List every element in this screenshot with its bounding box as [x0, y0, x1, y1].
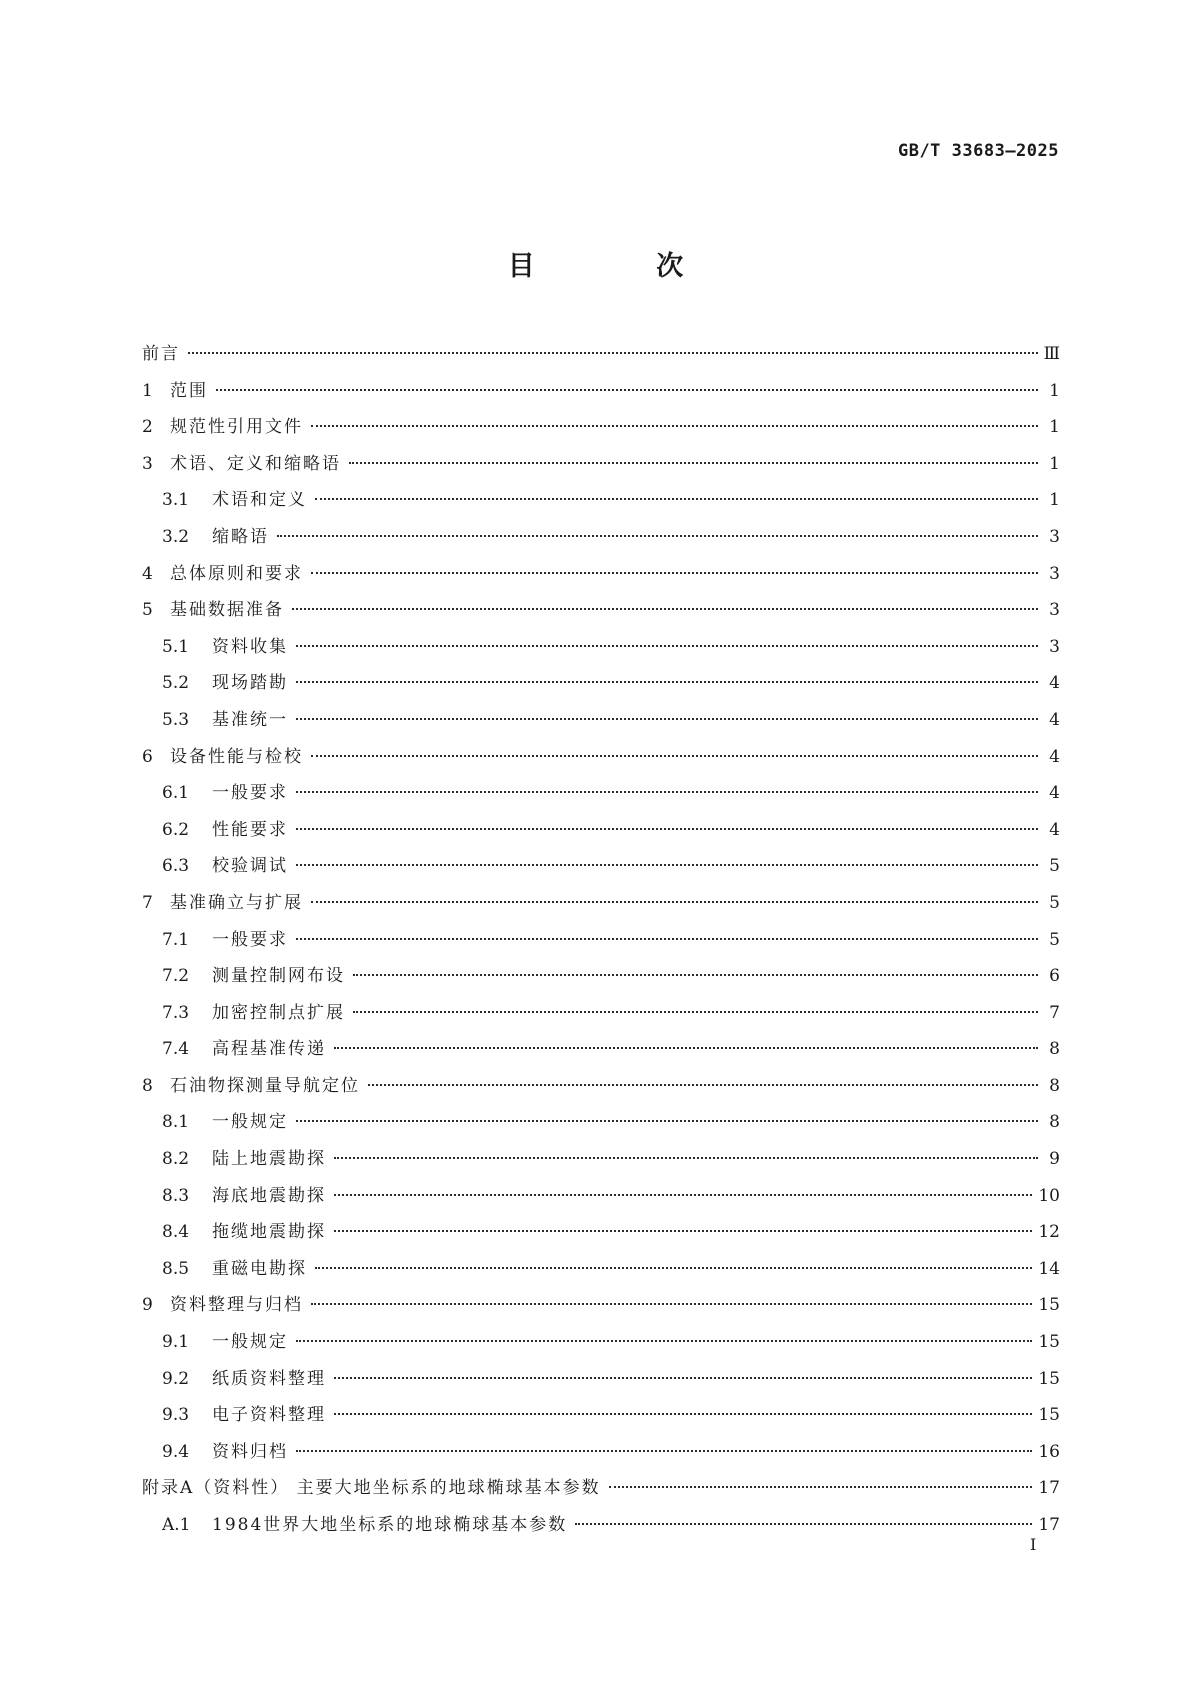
toc-entry-number: 6.2: [162, 819, 190, 840]
toc-entry-number: 1: [142, 380, 153, 401]
toc-entry[interactable]: [142, 778, 1060, 815]
toc-entry-title: 术语和定义: [212, 490, 307, 511]
toc-entry-title: 总体原则和要求: [170, 563, 303, 584]
toc-entry[interactable]: [142, 1144, 1060, 1181]
toc-dot-leader: [353, 1011, 1038, 1013]
toc-entry-number: A.1: [162, 1515, 191, 1535]
toc-entry-title: 基础数据准备: [170, 600, 284, 621]
toc-entry-page: 12: [1038, 1222, 1060, 1243]
toc-entry[interactable]: [142, 925, 1060, 962]
toc-entry-page: 15: [1038, 1405, 1060, 1426]
toc-entry[interactable]: [142, 1364, 1060, 1401]
toc-entry[interactable]: [142, 339, 1060, 376]
toc-entry[interactable]: [142, 888, 1060, 925]
toc-entry-number: 3: [142, 453, 153, 474]
toc-entry[interactable]: [142, 1217, 1060, 1254]
toc-entry-page: 3: [1049, 563, 1060, 584]
toc-dot-leader: [334, 1230, 1032, 1232]
toc-entry-number: 9.2: [162, 1368, 190, 1389]
toc-entry-number: 7.1: [162, 929, 190, 950]
toc-entry-page: 10: [1038, 1185, 1060, 1206]
toc-entry[interactable]: [142, 815, 1060, 852]
toc-dot-leader: [349, 462, 1038, 464]
toc-entry-number: 9.1: [162, 1332, 190, 1353]
toc-entry-title: 测量控制网布设: [212, 966, 345, 987]
page-title: 目 次: [507, 251, 740, 282]
toc-entry-title: 范围: [170, 380, 208, 401]
toc-entry-title: 校验调试: [212, 856, 288, 877]
toc-entry-page: 1: [1049, 453, 1060, 474]
toc-entry-title: 基准确立与扩展: [170, 892, 303, 913]
toc-entry[interactable]: [142, 1254, 1060, 1291]
toc-entry[interactable]: [142, 449, 1060, 486]
toc-entry-page: 15: [1038, 1332, 1060, 1353]
toc-entry[interactable]: [142, 1400, 1060, 1437]
toc-entry-page: 8: [1049, 1039, 1060, 1060]
toc-entry-page: 17: [1038, 1478, 1060, 1499]
toc-entry[interactable]: [142, 1107, 1060, 1144]
toc-entry-page: 4: [1049, 819, 1060, 840]
toc-entry-number: 8: [142, 1075, 153, 1096]
toc-entry-title: 一般要求: [212, 783, 288, 804]
toc-entry-title: 海底地震勘探: [212, 1185, 326, 1206]
toc-entry-number: 3.2: [162, 526, 190, 547]
toc-entry-number: 6.1: [162, 783, 190, 804]
toc-dot-leader: [296, 938, 1038, 940]
toc-dot-leader: [296, 681, 1038, 683]
toc-entry[interactable]: [142, 1327, 1060, 1364]
toc-entry-page: 5: [1049, 892, 1060, 913]
toc-entry-number: 6: [142, 746, 153, 767]
toc-entry[interactable]: [142, 595, 1060, 632]
toc-entry-page: 1: [1049, 417, 1060, 438]
toc-entry-page: 6: [1049, 966, 1060, 987]
toc-dot-leader: [296, 1120, 1038, 1122]
toc-dot-leader: [296, 645, 1038, 647]
standard-code: GB/T 33683—2025: [897, 141, 1059, 161]
toc-entry-title: 重磁电勘探: [212, 1258, 307, 1279]
toc-dot-leader: [334, 1047, 1038, 1049]
toc-entry-page: 3: [1049, 600, 1060, 621]
toc-entry-page: 4: [1049, 783, 1060, 804]
toc-entry-number: 9.4: [162, 1441, 190, 1462]
toc-dot-leader: [575, 1523, 1032, 1525]
toc-dot-leader: [311, 572, 1038, 574]
toc-entry[interactable]: [142, 851, 1060, 888]
toc-entry-title: 资料归档: [212, 1441, 288, 1462]
toc-entry[interactable]: [142, 522, 1060, 559]
toc-entry[interactable]: [142, 376, 1060, 413]
toc-entry-number: 5: [142, 600, 153, 621]
toc-entry-title: 石油物探测量导航定位: [170, 1075, 360, 1096]
toc-entry-title: 一般规定: [212, 1112, 288, 1133]
toc-entry[interactable]: [142, 998, 1060, 1035]
toc-dot-leader: [296, 828, 1038, 830]
toc-entry[interactable]: [142, 1473, 1060, 1510]
toc-dot-leader: [296, 864, 1038, 866]
toc-dot-leader: [296, 1340, 1032, 1342]
toc-entry-page: 15: [1038, 1368, 1060, 1389]
toc-entry-number: 8.2: [162, 1149, 190, 1170]
toc-entry-page: 4: [1049, 673, 1060, 694]
toc-dot-leader: [315, 498, 1038, 500]
toc-entry[interactable]: [142, 961, 1060, 998]
toc-entry-title: 术语、定义和缩略语: [170, 453, 341, 474]
toc-entry-title: 附录A（资料性） 主要大地坐标系的地球椭球基本参数: [142, 1478, 601, 1499]
toc-entry-title: 高程基准传递: [212, 1039, 326, 1060]
toc-dot-leader: [368, 1084, 1038, 1086]
toc-dot-leader: [334, 1194, 1032, 1196]
toc-entry[interactable]: [142, 632, 1060, 669]
toc-dot-leader: [188, 352, 1038, 354]
toc-dot-leader: [353, 974, 1038, 976]
toc-dot-leader: [296, 1450, 1032, 1452]
toc-entry[interactable]: [142, 705, 1060, 742]
toc-entry[interactable]: [142, 1510, 1060, 1547]
toc-dot-leader: [311, 1303, 1032, 1305]
toc-entry[interactable]: [142, 485, 1060, 522]
toc-dot-leader: [311, 901, 1038, 903]
toc-entry-page: 4: [1049, 709, 1060, 730]
toc-entry-page: 15: [1038, 1295, 1060, 1316]
toc-entry-page: 1: [1049, 490, 1060, 511]
toc-entry-number: 8.4: [162, 1222, 190, 1243]
toc-entry-title: 资料整理与归档: [170, 1295, 303, 1316]
toc-entry-number: 9.3: [162, 1405, 190, 1426]
table-of-contents: [142, 339, 1060, 1547]
toc-dot-leader: [334, 1157, 1038, 1159]
toc-dot-leader: [296, 718, 1038, 720]
toc-entry-title: 前言: [142, 344, 180, 364]
toc-dot-leader: [334, 1413, 1032, 1415]
toc-entry[interactable]: [142, 1034, 1060, 1071]
toc-entry-number: 6.3: [162, 856, 190, 877]
toc-entry-title: 设备性能与检校: [170, 746, 303, 767]
toc-entry-number: 9: [142, 1295, 153, 1316]
toc-entry-page: 9: [1049, 1149, 1060, 1170]
toc-entry-page: 7: [1049, 1002, 1060, 1023]
toc-entry-number: 5.1: [162, 636, 190, 657]
toc-entry[interactable]: [142, 1290, 1060, 1327]
toc-entry-title: 电子资料整理: [212, 1405, 326, 1426]
toc-entry-number: 8.5: [162, 1258, 190, 1279]
toc-entry-number: 7: [142, 892, 153, 913]
toc-entry[interactable]: [142, 412, 1060, 449]
toc-dot-leader: [216, 389, 1038, 391]
toc-entry[interactable]: [142, 742, 1060, 779]
toc-dot-leader: [311, 425, 1038, 427]
toc-entry-number: 3.1: [162, 490, 190, 511]
toc-entry-title: 陆上地震勘探: [212, 1149, 326, 1170]
toc-entry-page: Ⅲ: [1043, 344, 1060, 364]
toc-entry-title: 基准统一: [212, 709, 288, 730]
toc-entry[interactable]: [142, 1437, 1060, 1474]
toc-entry[interactable]: [142, 668, 1060, 705]
toc-entry-title: 资料收集: [212, 636, 288, 657]
toc-entry-page: 3: [1049, 526, 1060, 547]
toc-entry-title: 纸质资料整理: [212, 1368, 326, 1389]
toc-entry-number: 5.2: [162, 673, 190, 694]
toc-entry-page: 8: [1049, 1112, 1060, 1133]
toc-entry-number: 7.4: [162, 1039, 190, 1060]
toc-dot-leader: [315, 1267, 1032, 1269]
toc-dot-leader: [334, 1377, 1032, 1379]
toc-entry-number: 8.3: [162, 1185, 190, 1206]
toc-entry-number: 4: [142, 563, 153, 584]
toc-entry-number: 7.3: [162, 1002, 190, 1023]
toc-entry-page: 1: [1049, 380, 1060, 401]
toc-dot-leader: [277, 535, 1038, 537]
toc-dot-leader: [609, 1486, 1033, 1488]
toc-dot-leader: [311, 755, 1038, 757]
toc-entry-page: 5: [1049, 929, 1060, 950]
toc-entry[interactable]: [142, 559, 1060, 596]
toc-entry-number: 7.2: [162, 966, 190, 987]
toc-entry-number: 2: [142, 417, 153, 438]
toc-entry-title: 加密控制点扩展: [212, 1002, 345, 1023]
toc-entry-page: 17: [1038, 1515, 1060, 1535]
toc-dot-leader: [292, 608, 1038, 610]
toc-entry-title: 1984世界大地坐标系的地球椭球基本参数: [212, 1515, 568, 1535]
toc-entry[interactable]: [142, 1071, 1060, 1108]
toc-entry-page: 8: [1049, 1075, 1060, 1096]
toc-entry-title: 一般要求: [212, 929, 288, 950]
toc-entry-page: 5: [1049, 856, 1060, 877]
page-number: I: [1030, 1535, 1037, 1554]
toc-entry[interactable]: [142, 1181, 1060, 1218]
toc-dot-leader: [296, 791, 1038, 793]
toc-entry-number: 5.3: [162, 709, 190, 730]
toc-entry-number: 8.1: [162, 1112, 190, 1133]
toc-entry-title: 现场踏勘: [212, 673, 288, 694]
toc-entry-title: 规范性引用文件: [170, 417, 303, 438]
toc-entry-title: 拖缆地震勘探: [212, 1222, 326, 1243]
toc-entry-title: 性能要求: [212, 819, 288, 840]
toc-entry-title: 一般规定: [212, 1332, 288, 1353]
toc-entry-page: 4: [1049, 746, 1060, 767]
toc-entry-title: 缩略语: [212, 526, 269, 547]
toc-entry-page: 16: [1038, 1441, 1060, 1462]
toc-entry-page: 14: [1038, 1258, 1060, 1279]
toc-entry-page: 3: [1049, 636, 1060, 657]
